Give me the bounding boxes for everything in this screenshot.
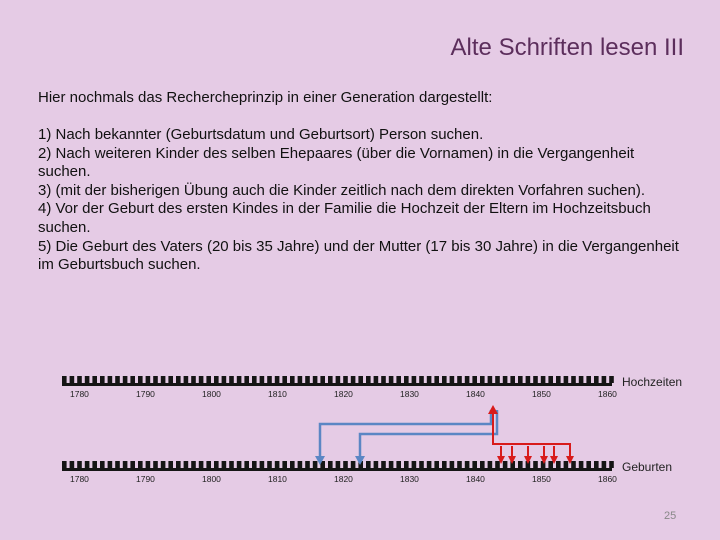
film-perforation (146, 461, 151, 468)
film-perforation (168, 376, 173, 383)
film-perforation (503, 461, 508, 468)
film-perforation (77, 461, 82, 468)
year-label: 1820 (334, 389, 353, 399)
film-perforation (85, 376, 90, 383)
film-perforation (214, 376, 219, 383)
step-item: 4) Vor der Geburt des ersten Kindes in der Familie die Hochzeit der Eltern im Hochzeitsbuch suchen. (38, 200, 651, 236)
film-perforation (442, 376, 447, 383)
geburten-label: Geburten (622, 460, 673, 474)
film-perforation (298, 376, 303, 383)
film-perforation (594, 376, 599, 383)
film-perforation (586, 461, 591, 468)
year-label: 1780 (70, 474, 89, 484)
film-perforation (541, 376, 546, 383)
film-perforation (358, 376, 363, 383)
film-perforation (138, 461, 143, 468)
hochzeiten-label: Hochzeiten (622, 375, 683, 389)
film-perforation (427, 376, 432, 383)
film-perforation (290, 376, 295, 383)
film-perforation (480, 461, 485, 468)
arrowhead (524, 456, 532, 464)
film-perforation (252, 461, 257, 468)
film-perforation (374, 376, 379, 383)
film-perforation (343, 376, 348, 383)
film-perforation (328, 461, 333, 468)
film-perforation (138, 376, 143, 383)
year-label: 1830 (400, 474, 419, 484)
year-label: 1860 (598, 474, 617, 484)
film-perforation (495, 376, 500, 383)
film-perforation (465, 461, 470, 468)
year-label: 1790 (136, 389, 155, 399)
film-perforation (153, 461, 158, 468)
year-label: 1840 (466, 474, 485, 484)
arrowhead (488, 405, 498, 414)
film-perforation (85, 461, 90, 468)
film-perforation (442, 461, 447, 468)
film-perforation (389, 461, 394, 468)
film-perforation (62, 376, 67, 383)
film-perforation (556, 461, 561, 468)
year-label: 1820 (334, 474, 353, 484)
film-perforation (609, 461, 614, 468)
film-perforation (495, 461, 500, 468)
film-perforation (130, 376, 135, 383)
film-perforation (450, 376, 455, 383)
intro-text: Hier nochmals das Rechercheprinzip in einer Generation dargestellt: (38, 89, 493, 106)
film-perforation (351, 461, 356, 468)
film-perforation (153, 376, 158, 383)
film-perforation (305, 461, 310, 468)
film-perforation (564, 376, 569, 383)
film-perforation (244, 376, 249, 383)
film-perforation (518, 461, 523, 468)
film-perforation (434, 461, 439, 468)
film-perforation (62, 461, 67, 468)
film-band (62, 468, 612, 471)
film-perforation (176, 461, 181, 468)
film-perforation (108, 376, 113, 383)
film-perforation (472, 461, 477, 468)
wedding-search-arrow (493, 410, 570, 460)
film-perforation (419, 376, 424, 383)
film-perforation (252, 376, 257, 383)
film-perforation (488, 376, 493, 383)
film-perforation (313, 376, 318, 383)
film-perforation (282, 461, 287, 468)
hochzeiten-timeline (62, 376, 617, 399)
film-perforation (366, 376, 371, 383)
film-perforation (548, 461, 553, 468)
film-perforation (609, 376, 614, 383)
film-perforation (100, 376, 105, 383)
film-perforation (229, 376, 234, 383)
film-perforation (108, 461, 113, 468)
film-perforation (412, 376, 417, 383)
film-perforation (503, 376, 508, 383)
film-perforation (92, 376, 97, 383)
film-perforation (343, 461, 348, 468)
film-perforation (267, 461, 272, 468)
film-perforation (267, 376, 272, 383)
film-perforation (427, 461, 432, 468)
film-perforation (115, 376, 120, 383)
film-perforation (472, 376, 477, 383)
film-perforation (298, 461, 303, 468)
year-label: 1830 (400, 389, 419, 399)
year-label: 1810 (268, 474, 287, 484)
film-perforation (100, 461, 105, 468)
film-perforation (602, 376, 607, 383)
film-perforation (533, 376, 538, 383)
film-perforation (275, 376, 280, 383)
film-perforation (510, 376, 515, 383)
film-perforation (206, 461, 211, 468)
film-perforation (70, 376, 75, 383)
film-perforation (123, 376, 128, 383)
film-perforation (374, 461, 379, 468)
film-perforation (70, 461, 75, 468)
film-perforation (488, 461, 493, 468)
film-perforation (244, 461, 249, 468)
film-perforation (290, 461, 295, 468)
year-label: 1810 (268, 389, 287, 399)
film-perforation (146, 376, 151, 383)
film-perforation (526, 376, 531, 383)
film-perforation (130, 461, 135, 468)
mother-search-arrow (360, 410, 497, 460)
film-perforation (579, 376, 584, 383)
film-perforation (222, 461, 227, 468)
film-perforation (548, 376, 553, 383)
geburten-timeline (62, 461, 617, 484)
film-perforation (556, 376, 561, 383)
film-perforation (404, 376, 409, 383)
film-perforation (168, 461, 173, 468)
year-label: 1840 (466, 389, 485, 399)
film-perforation (381, 461, 386, 468)
film-perforation (533, 461, 538, 468)
film-perforation (161, 461, 166, 468)
step-item: 3) (mit der bisherigen Übung auch die Kinder zeitlich nach dem direkten Vorfahren suchen). (38, 181, 646, 199)
film-perforation (282, 376, 287, 383)
film-perforation (396, 376, 401, 383)
film-perforation (571, 376, 576, 383)
film-perforation (191, 376, 196, 383)
film-perforation (237, 376, 242, 383)
year-label: 1800 (202, 474, 221, 484)
film-perforation (115, 461, 120, 468)
slide-title: Alte Schriften lesen III (450, 34, 684, 61)
film-perforation (260, 376, 265, 383)
film-perforation (571, 461, 576, 468)
film-perforation (260, 461, 265, 468)
film-perforation (305, 376, 310, 383)
film-perforation (184, 461, 189, 468)
film-perforation (313, 461, 318, 468)
film-band (62, 383, 612, 386)
film-perforation (396, 461, 401, 468)
film-perforation (389, 376, 394, 383)
step-item: 5) Die Geburt des Vaters (20 bis 35 Jahre) und der Mutter (17 bis 30 Jahre) in die Vergangenheit im Geburtsbuch suchen. (38, 237, 679, 274)
film-perforation (457, 376, 462, 383)
search-arrows (315, 405, 574, 465)
year-label: 1860 (598, 389, 617, 399)
film-perforation (199, 376, 204, 383)
film-perforation (237, 461, 242, 468)
film-perforation (412, 461, 417, 468)
film-perforation (381, 376, 386, 383)
year-label: 1790 (136, 474, 155, 484)
step-item: 2) Nach weiteren Kinder des selben Ehepaares (über die Vornamen) in die Vergangenheit suchen. (38, 144, 635, 181)
film-perforation (579, 461, 584, 468)
film-perforation (199, 461, 204, 468)
film-perforation (450, 461, 455, 468)
film-perforation (564, 461, 569, 468)
film-perforation (214, 461, 219, 468)
film-perforation (586, 376, 591, 383)
year-label: 1780 (70, 389, 89, 399)
film-perforation (434, 376, 439, 383)
film-perforation (176, 376, 181, 383)
film-perforation (419, 461, 424, 468)
year-label: 1850 (532, 474, 551, 484)
film-perforation (336, 376, 341, 383)
film-perforation (184, 376, 189, 383)
film-perforation (351, 376, 356, 383)
arrowhead (355, 456, 365, 465)
film-perforation (191, 461, 196, 468)
film-perforation (77, 376, 82, 383)
film-perforation (229, 461, 234, 468)
film-perforation (123, 461, 128, 468)
step-item: 1) Nach bekannter (Geburtsdatum und Geburtsort) Person suchen. (38, 126, 484, 143)
film-perforation (457, 461, 462, 468)
year-label: 1850 (532, 389, 551, 399)
film-perforation (594, 461, 599, 468)
film-perforation (602, 461, 607, 468)
film-perforation (465, 376, 470, 383)
film-perforation (480, 376, 485, 383)
film-perforation (275, 461, 280, 468)
film-perforation (328, 376, 333, 383)
page-number: 25 (664, 510, 677, 522)
film-perforation (518, 376, 523, 383)
film-perforation (336, 461, 341, 468)
film-perforation (222, 376, 227, 383)
film-perforation (366, 461, 371, 468)
film-perforation (161, 376, 166, 383)
year-label: 1800 (202, 389, 221, 399)
film-perforation (320, 376, 325, 383)
film-perforation (92, 461, 97, 468)
film-perforation (206, 376, 211, 383)
film-perforation (404, 461, 409, 468)
